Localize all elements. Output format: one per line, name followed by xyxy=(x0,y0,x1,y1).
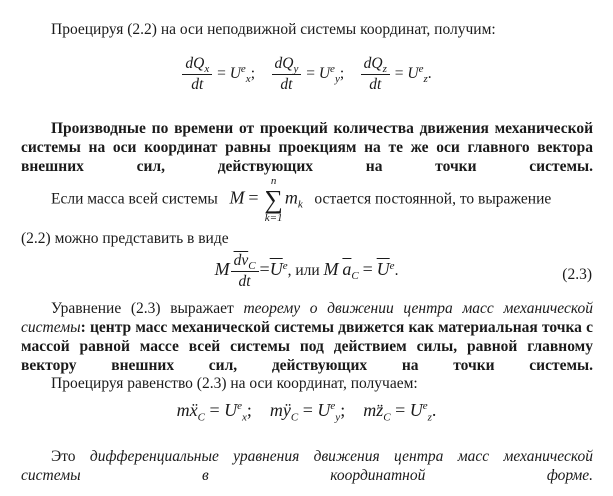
theorem-name: теорему о движении центра масс механической системы xyxy=(21,300,594,336)
projection-equations: $\frac{dQ_x}{dt}$ = $U^e_x$; $\frac{dQ_y}{dt}$ = $U^e_y$; $\frac{dQ_z}{dt}$ = $U^e_z$. xyxy=(0,54,613,95)
continuation-text: (2.2) можно представить в виде xyxy=(21,230,229,247)
fraction-dQx: $\frac{dQ_x}{dt}$ xyxy=(182,54,212,95)
coordinate-equations: mẍ$_C$ = $U^e_x$; $mÿ_C = U^e_y$; $mz̈_C = U^e_z$. xyxy=(176,400,437,424)
fraction-dvC: $\frac{\overline{dv}_C}{dt}$ xyxy=(231,251,259,292)
mass-sentence-end: остается постоянной, то выражение xyxy=(314,190,552,208)
mass-sentence-continuation xyxy=(21,229,593,248)
projection-text: Проецируя равенство (2.3) на оси координат, получаем: xyxy=(51,375,418,392)
theorem-text: Производные по времени от проекций количества движения механической системы на оси координат равны проекциям на те же оси главного вектора внешних сил, действующих на точки системы. xyxy=(21,120,593,175)
equation-number: (2.3) xyxy=(562,266,592,283)
intro-paragraph xyxy=(21,20,593,39)
projection-paragraph xyxy=(21,374,593,393)
mass-sentence: Если масса всей системы M = n ∑ k=1 $m_k$ остается постоянной, то выражение xyxy=(51,175,552,224)
conclusion-intro: Это xyxy=(51,448,76,465)
theorem-intro: Уравнение (2.3) выражает xyxy=(51,300,234,317)
theorem-paragraph xyxy=(21,299,593,375)
theorem-statement xyxy=(21,119,593,176)
conclusion-italic: дифференциальные уравнения движения центра масс механической системы в координатной форме. xyxy=(21,448,594,484)
intro-text: Проецируя (2.2) на оси неподвижной системы координат, получим: xyxy=(51,21,496,38)
center-of-mass-equation: M $\frac{\overline{dv}_C}{dt}$ $=\overline{U}^e$, или M $\overline{a}_C = \overline{U}^e$. (2.3) xyxy=(214,252,592,290)
theorem-body: : центр масс механической системы движется как материальная точка с массой равной массе всей системы под действием силы, равной главному вектору внешних сил, действующих на точки системы. xyxy=(21,319,593,374)
fraction-dQz: $\frac{dQ_z}{dt}$ xyxy=(361,54,390,95)
conclusion-paragraph xyxy=(21,447,593,485)
sum-formula: n ∑ k=1 xyxy=(264,175,283,224)
mass-sentence-start: Если масса всей системы xyxy=(51,190,218,208)
fraction-dQy: $\frac{dQ_y}{dt}$ xyxy=(272,54,302,95)
